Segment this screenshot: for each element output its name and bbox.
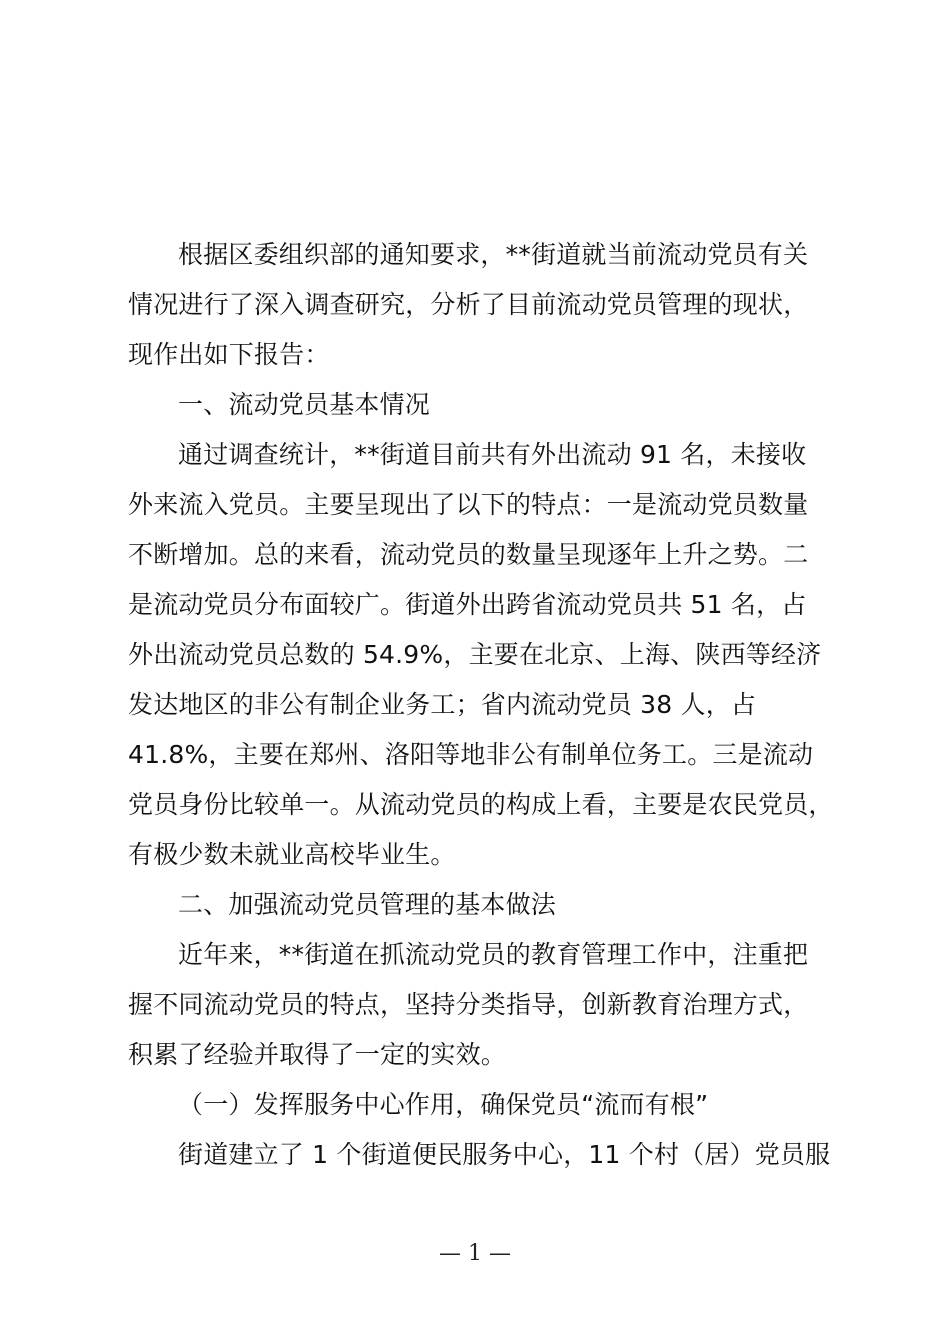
paragraph-line: 根据区委组织部的通知要求，**街道就当前流动党员有关	[178, 240, 809, 269]
paragraph-line: 发达地区的非公有制企业务工；省内流动党员 38 人，占	[128, 690, 757, 719]
paragraph-line: 街道建立了 1 个街道便民服务中心，11 个村（居）党员服	[178, 1140, 831, 1169]
paragraph-line: 现作出如下报告：	[128, 340, 330, 369]
paragraph-line: 有极少数未就业高校毕业生。	[128, 840, 456, 869]
paragraph-line: 是流动党员分布面较广。街道外出跨省流动党员共 51 名，占	[128, 590, 807, 619]
paragraph-line: 41.8%，主要在郑州、洛阳等地非公有制单位务工。三是流动	[128, 740, 814, 769]
section-heading: 一、流动党员基本情况	[178, 390, 431, 419]
paragraph-line: 不断增加。总的来看，流动党员的数量呈现逐年上升之势。二	[128, 540, 809, 569]
section-heading: 二、加强流动党员管理的基本做法	[178, 890, 557, 919]
paragraph-line: 积累了经验并取得了一定的实效。	[128, 1040, 507, 1069]
subsection-heading: （一）发挥服务中心作用，确保党员“流而有根”	[178, 1090, 709, 1119]
paragraph-line: 外出流动党员总数的 54.9%，主要在北京、上海、陕西等经济	[128, 640, 822, 669]
paragraph-line: 党员身份比较单一。从流动党员的构成上看，主要是农民党员，	[128, 790, 834, 819]
paragraph-line: 情况进行了深入调查研究，分析了目前流动党员管理的现状，	[128, 290, 809, 319]
paragraph-line: 近年来，**街道在抓流动党员的教育管理工作中，注重把	[178, 940, 809, 969]
paragraph-line: 通过调查统计，**街道目前共有外出流动 91 名，未接收	[178, 440, 807, 469]
paragraph-line: 外来流入党员。主要呈现出了以下的特点：一是流动党员数量	[128, 490, 809, 519]
page-number: — 1 —	[439, 1241, 511, 1266]
paragraph-line: 握不同流动党员的特点，坚持分类指导，创新教育治理方式，	[128, 990, 809, 1019]
